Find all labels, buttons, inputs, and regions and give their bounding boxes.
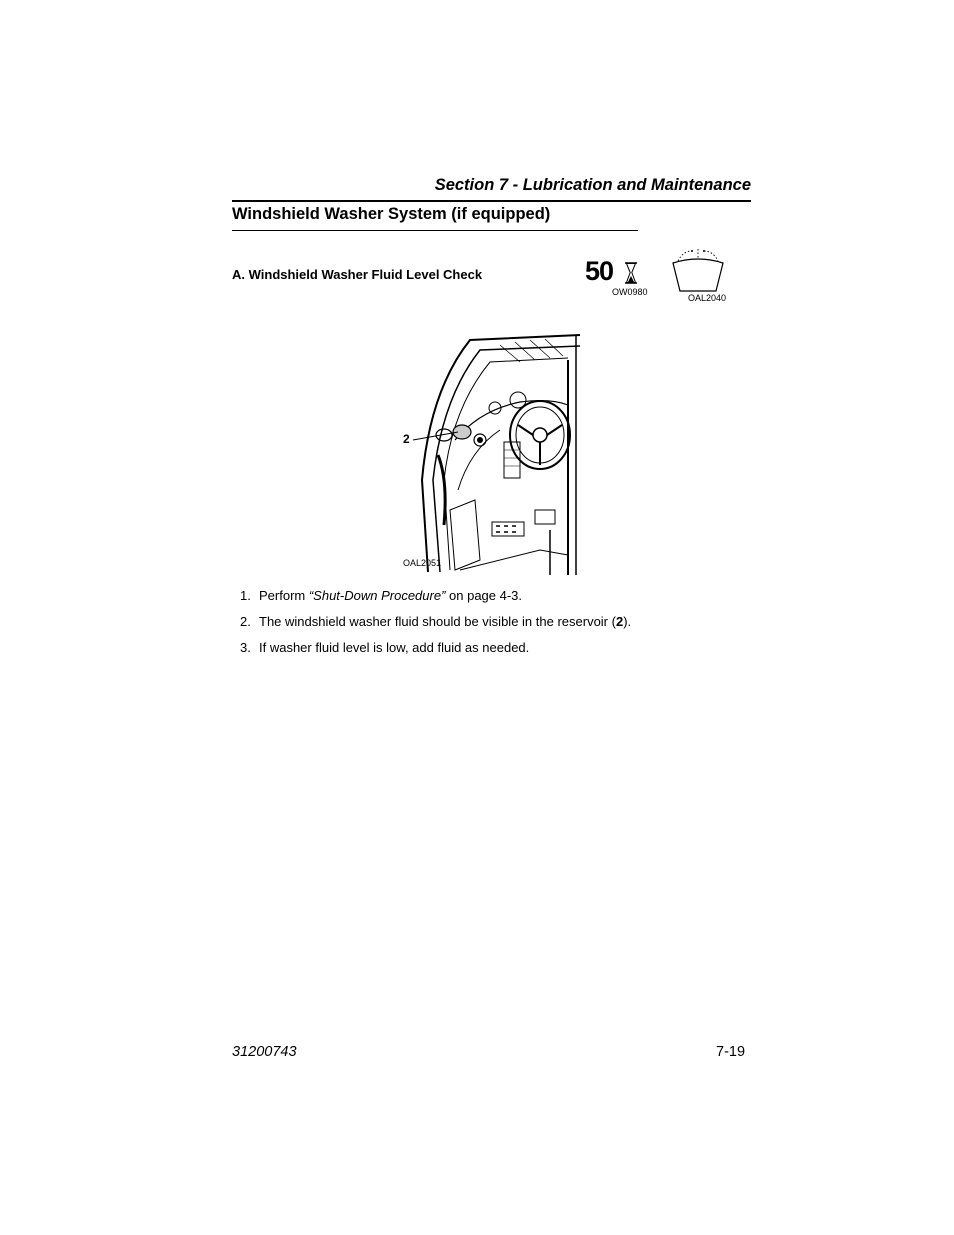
interval-hours: 50: [585, 256, 614, 286]
page-heading: Windshield Washer System (if equipped): [232, 205, 551, 223]
figure-code: OAL2051: [403, 558, 442, 568]
list-item: 1. Perform “Shut-Down Procedure” on page 4-3.: [240, 588, 523, 603]
heading-rule: [232, 230, 638, 231]
cross-reference: “Shut-Down Procedure”: [308, 588, 446, 603]
document-number: 31200743: [232, 1044, 297, 1060]
hourglass-icon: [624, 262, 638, 284]
procedure-steps: [240, 589, 631, 667]
list-item: 3. If washer fluid level is low, add fluid as needed.: [240, 640, 530, 655]
page-number: 7-19: [716, 1044, 746, 1060]
windshield-washer-icon: [670, 246, 726, 292]
list-item: 2. The windshield washer fluid should be visible in the reservoir (2).: [240, 614, 632, 629]
section-title: Section 7 - Lubrication and Maintenance: [434, 176, 751, 194]
cab-interior-illustration: [400, 330, 582, 575]
interval-code: OW0980: [612, 287, 648, 297]
wiper-code: OAL2040: [688, 293, 727, 303]
subheading: A. Windshield Washer Fluid Level Check: [232, 267, 483, 282]
figure-callout: 2: [403, 432, 410, 446]
section-rule: [232, 200, 751, 202]
